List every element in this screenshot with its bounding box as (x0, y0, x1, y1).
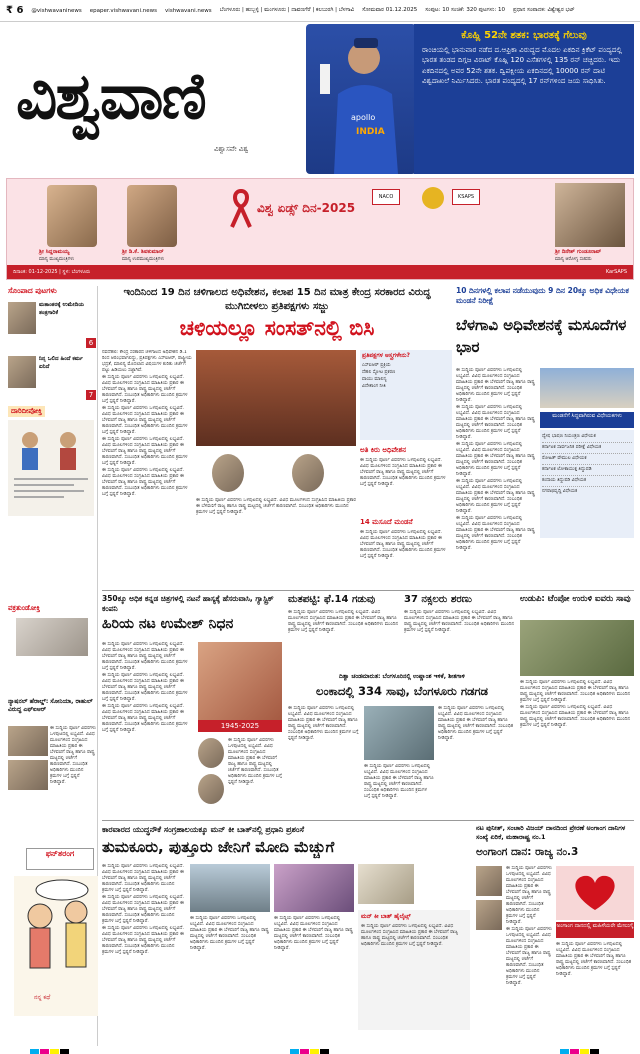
umesh-years: 1945-2025 (198, 720, 282, 732)
illustration (8, 420, 94, 516)
lead-headline: ಚಳಿಯಲ್ಲೂ ಸಂಸತ್‌ನಲ್ಲಿ ಬಿಸಿ (179, 316, 375, 340)
govt-seal-icon (422, 187, 444, 209)
short-session-body: ಈ ಸುದ್ದಿಯ ಪೂರ್ಣ ವಿವರಗಳು ಒಳಪುಟದಲ್ಲಿ ಲಭ್ಯವಿದೆ. ವಿವಿಧ ಮೂಲಗಳಿಂದ ಸಂಗ್ರಹಿಸಿದ ಮಾಹಿತಿಯ ಪ್ರಕಾರ ಈ ಬೆಳವಣಿಗೆ ರಾಜ್ಯ ಹಾಗೂ ರಾಷ್ಟ್ರ ಮಟ್ಟದಲ್ಲಿ ಚರ್ಚೆಗೆ ಕಾರಣವಾಗಿದೆ. ಸಂಬಂಧಿತ ಅಧಿಕಾರಿಗಳು ಮುಂದಿನ ಕ್ರಮಗಳ ಬಗ್ಗೆ ಸ್ಪಷ್ಟನೆ ನೀಡಿದ್ದಾರೆ. (360, 458, 446, 487)
cyclone-body-2: ಈ ಸುದ್ದಿಯ ಪೂರ್ಣ ವಿವರಗಳು ಒಳಪುಟದಲ್ಲಿ ಲಭ್ಯವಿದೆ. ವಿವಿಧ ಮೂಲಗಳಿಂದ ಸಂಗ್ರಹಿಸಿದ ಮಾಹಿತಿಯ ಪ್ರಕಾರ ಈ ಬೆಳವಣಿಗೆ ರಾಜ್ಯ ಹಾಗೂ ರಾಷ್ಟ್ರ ಮಟ್ಟದಲ್ಲಿ ಚರ್ಚೆಗೆ ಕಾರಣವಾಗಿದೆ. ಸಂಬಂಧಿತ ಅಧಿಕಾರಿಗಳು ಮುಂದಿನ ಕ್ರಮಗಳ ಬಗ್ಗೆ ಸ್ಪಷ್ಟನೆ ನೀಡಿದ್ದಾರೆ. (364, 764, 434, 799)
epaper-link[interactable]: epaper.vishwavani.news (89, 7, 158, 14)
player-silhouette-icon (306, 24, 416, 174)
cartoon-figures-icon (14, 876, 98, 1016)
minister-photo (555, 183, 625, 247)
opposition-item: ವಿದೇಶಾಂಗ ನೀತಿ (362, 384, 386, 389)
newspaper-logo[interactable] (6, 24, 312, 174)
organ-body-2: ಈ ಸುದ್ದಿಯ ಪೂರ್ಣ ವಿವರಗಳು ಒಳಪುಟದಲ್ಲಿ ಲಭ್ಯವಿದೆ. ವಿವಿಧ ಮೂಲಗಳಿಂದ ಸಂಗ್ರಹಿಸಿದ ಮಾಹಿತಿಯ ಪ್ರಕಾರ ಈ ಬೆಳವಣಿಗೆ ರಾಜ್ಯ ಹಾಗೂ ರಾಷ್ಟ್ರ ಮಟ್ಟದಲ್ಲಿ ಚರ್ಚೆಗೆ ಕಾರಣವಾಗಿದೆ. ಸಂಬಂಧಿತ ಅಧಿಕಾರಿಗಳು ಮುಂದಿನ ಕ್ರಮಗಳ ಬಗ್ಗೆ ಸ್ಪಷ್ಟನೆ ನೀಡಿದ್ದಾರೆ. (556, 942, 632, 977)
bills-box-title: ಮಂಡನೆಗೆ ಸಿದ್ಧವಾಗಿರುವ ವಿಧೇಯಕಗಳು (540, 412, 634, 428)
page-number-2: 7 (86, 390, 96, 400)
lead-story[interactable] (102, 286, 452, 586)
columnist-photo-1 (8, 302, 36, 334)
kohli-story[interactable] (414, 24, 634, 174)
vakratundokti-title: ವಕ್ರತುಂಡೋಕ್ತಿ (8, 604, 41, 612)
minister-role: ಮಾನ್ಯ ಆರೋಗ್ಯ ಸಚಿವರು (555, 257, 592, 262)
bill-item: ದ್ವೇಷ ಭಾಷಣ ನಿಯಂತ್ರಣ ವಿಧೇಯಕ (542, 432, 632, 443)
kharge-photo (292, 454, 324, 492)
registration-marks (290, 1040, 330, 1054)
svg-text:apollo: apollo (351, 113, 376, 122)
cyclone-headline: ಲಂಕಾದಲ್ಲಿ 334 ಸಾವು, ಬೆಂಗಳೂರು ಗಡಗಡ (316, 684, 488, 698)
belagavi-kicker: 10 ದಿನಗಳಲ್ಲಿ ಕಲಾಪ ನಡೆಯುವುದು 9 ದಿನ 20ಕ್ಕೂ ಅಧಿಕ ವಿಧೇಯಕ ಮಂಡನೆ ನಿರೀಕ್ಷೆ (456, 286, 629, 305)
top-bar (0, 0, 640, 22)
editor: ಪ್ರಧಾನ ಸಂಪಾದಕ: ವಿಶ್ವೇಶ್ವರ ಭಟ್ (512, 7, 575, 13)
cartoon-caption: ನನ್ನ ಕಥೆ (34, 994, 51, 1001)
svg-text:INDIA: INDIA (356, 127, 385, 137)
modi-body-2: ಈ ಸುದ್ದಿಯ ಪೂರ್ಣ ವಿವರಗಳು ಒಳಪುಟದಲ್ಲಿ ಲಭ್ಯವಿದೆ. ವಿವಿಧ ಮೂಲಗಳಿಂದ ಸಂಗ್ರಹಿಸಿದ ಮಾಹಿತಿಯ ಪ್ರಕಾರ ಈ ಬೆಳವಣಿಗೆ ರಾಜ್ಯ ಹಾಗೂ ರಾಷ್ಟ್ರ ಮಟ್ಟದಲ್ಲಿ ಚರ್ಚೆಗೆ ಕಾರಣವಾಗಿದೆ. ಸಂಬಂಧಿತ ಅಧಿಕಾರಿಗಳು ಮುಂದಿನ ಕ್ರಮಗಳ ಬಗ್ಗೆ ಸ್ಪಷ್ಟನೆ ನೀಡಿದ್ದಾರೆ. (190, 916, 269, 951)
herald-headline[interactable]: ನ್ಯಾಷನಲ್ ಹೆರಾಲ್ಡ್: ಸೋನಿಯಾ, ರಾಹುಲ್ ವಿರುದ್ಧ ಎಫ್ಐಆರ್ (8, 698, 93, 713)
page-number-1: 6 (86, 338, 96, 348)
opposition-list (362, 363, 450, 391)
mann-ki-baat-box (358, 910, 470, 1030)
logo-text: ವಿಶ್ವವಾಣಿ (16, 60, 205, 134)
cm-role: ಮಾನ್ಯ ಮುಖ್ಯಮಂತ್ರಿಗಳು (39, 257, 75, 262)
udupi-body: ಈ ಸುದ್ದಿಯ ಪೂರ್ಣ ವಿವರಗಳು ಒಳಪುಟದಲ್ಲಿ ಲಭ್ಯವಿದೆ. ವಿವಿಧ ಮೂಲಗಳಿಂದ ಸಂಗ್ರಹಿಸಿದ ಮಾಹಿತಿಯ ಪ್ರಕಾರ ಈ ಬೆಳವಣಿಗೆ ರಾಜ್ಯ ಹಾಗೂ ರಾಷ್ಟ್ರ ಮಟ್ಟದಲ್ಲಿ ಚರ್ಚೆಗೆ ಕಾರಣವಾಗಿದೆ. ಸಂಬಂಧಿತ ಅಧಿಕಾರಿಗಳು ಮುಂದಿನ ಕ್ರಮಗಳ ಬಗ್ಗೆ ಸ್ಪಷ್ಟನೆ ನೀಡಿದ್ದಾರೆ. ಈ ಸುದ್ದಿಯ ಪೂರ್ಣ ವಿವರಗಳು ಒಳಪುಟದಲ್ಲಿ ಲಭ್ಯವಿದೆ. ವಿವಿಧ ಮೂಲಗಳಿಂದ ಸಂಗ್ರಹಿಸಿದ ಮಾಹಿತಿಯ ಪ್ರಕಾರ ಈ ಬೆಳವಣಿಗೆ ರಾಜ್ಯ ಹಾಗೂ ರಾಷ್ಟ್ರ ಮಟ್ಟದಲ್ಲಿ ಚರ್ಚೆಗೆ ಕಾರಣವಾಗಿದೆ. ಸಂಬಂಧಿತ ಅಧಿಕಾರಿಗಳು ಮುಂದಿನ ಕ್ರಮಗಳ ಬಗ್ಗೆ ಸ್ಪಷ್ಟನೆ ನೀಡಿದ್ದಾರೆ. (520, 680, 631, 728)
organ-body: ಈ ಸುದ್ದಿಯ ಪೂರ್ಣ ವಿವರಗಳು ಒಳಪುಟದಲ್ಲಿ ಲಭ್ಯವಿದೆ. ವಿವಿಧ ಮೂಲಗಳಿಂದ ಸಂಗ್ರಹಿಸಿದ ಮಾಹಿತಿಯ ಪ್ರಕಾರ ಈ ಬೆಳವಣಿಗೆ ರಾಜ್ಯ ಹಾಗೂ ರಾಷ್ಟ್ರ ಮಟ್ಟದಲ್ಲಿ ಚರ್ಚೆಗೆ ಕಾರಣವಾಗಿದೆ. ಸಂಬಂಧಿತ ಅಧಿಕಾರಿಗಳು ಮುಂದಿನ ಕ್ರಮಗಳ ಬಗ್ಗೆ ಸ್ಪಷ್ಟನೆ ನೀಡಿದ್ದಾರೆ. ಈ ಸುದ್ದಿಯ ಪೂರ್ಣ ವಿವರಗಳು ಒಳಪುಟದಲ್ಲಿ ಲಭ್ಯವಿದೆ. ವಿವಿಧ ಮೂಲಗಳಿಂದ ಸಂಗ್ರಹಿಸಿದ ಮಾಹಿತಿಯ ಪ್ರಕಾರ ಈ ಬೆಳವಣಿಗೆ ರಾಜ್ಯ ಹಾಗೂ ರಾಷ್ಟ್ರ ಮಟ್ಟದಲ್ಲಿ ಚರ್ಚೆಗೆ ಕಾರಣವಾಗಿದೆ. ಸಂಬಂಧಿತ ಅಧಿಕಾರಿಗಳು ಮುಂದಿನ ಕ್ರಮಗಳ ಬಗ್ಗೆ ಸ್ಪಷ್ಟನೆ ನೀಡಿದ್ದಾರೆ. (506, 866, 552, 986)
honey-photo (358, 864, 414, 904)
cartoon (14, 876, 98, 1016)
bill-item: ಕಂದಾಯ ತಿದ್ದುಪಡಿ ವಿಧೇಯಕ (542, 476, 632, 487)
people-illustration-icon (8, 420, 94, 516)
bills-title: 14 ಮಸೂದೆ ಮಂಡನೆ (360, 518, 413, 526)
dcm-photo (127, 185, 177, 247)
modi-body-1: ಈ ಸುದ್ದಿಯ ಪೂರ್ಣ ವಿವರಗಳು ಒಳಪುಟದಲ್ಲಿ ಲಭ್ಯವಿದೆ. ವಿವಿಧ ಮೂಲಗಳಿಂದ ಸಂಗ್ರಹಿಸಿದ ಮಾಹಿತಿಯ ಪ್ರಕಾರ ಈ ಬೆಳವಣಿಗೆ ರಾಜ್ಯ ಹಾಗೂ ರಾಷ್ಟ್ರ ಮಟ್ಟದಲ್ಲಿ ಚರ್ಚೆಗೆ ಕಾರಣವಾಗಿದೆ. ಸಂಬಂಧಿತ ಅಧಿಕಾರಿಗಳು ಮುಂದಿನ ಕ್ರಮಗಳ ಬಗ್ಗೆ ಸ್ಪಷ್ಟನೆ ನೀಡಿದ್ದಾರೆ. ಈ ಸುದ್ದಿಯ ಪೂರ್ಣ ವಿವರಗಳು ಒಳಪುಟದಲ್ಲಿ ಲಭ್ಯವಿದೆ. ವಿವಿಧ ಮೂಲಗಳಿಂದ ಸಂಗ್ರಹಿಸಿದ ಮಾಹಿತಿಯ ಪ್ರಕಾರ ಈ ಬೆಳವಣಿಗೆ ರಾಜ್ಯ ಹಾಗೂ ರಾಷ್ಟ್ರ ಮಟ್ಟದಲ್ಲಿ ಚರ್ಚೆಗೆ ಕಾರಣವಾಗಿದೆ. ಸಂಬಂಧಿತ ಅಧಿಕಾರಿಗಳು ಮುಂದಿನ ಕ್ರಮಗಳ ಬಗ್ಗೆ ಸ್ಪಷ್ಟನೆ ನೀಡಿದ್ದಾರೆ. ಈ ಸುದ್ದಿಯ ಪೂರ್ಣ ವಿವರಗಳು ಒಳಪುಟದಲ್ಲಿ ಲಭ್ಯವಿದೆ. ವಿವಿಧ ಮೂಲಗಳಿಂದ ಸಂಗ್ರಹಿಸಿದ ಮಾಹಿತಿಯ ಪ್ರಕಾರ ಈ ಬೆಳವಣಿಗೆ ರಾಜ್ಯ ಹಾಗೂ ರಾಷ್ಟ್ರ ಮಟ್ಟದಲ್ಲಿ ಚರ್ಚೆಗೆ ಕಾರಣವಾಗಿದೆ. ಸಂಬಂಧಿತ ಅಧಿಕಾರಿಗಳು ಮುಂದಿನ ಕ್ರಮಗಳ ಬಗ್ಗೆ ಸ್ಪಷ್ಟನೆ ನೀಡಿದ್ದಾರೆ. (102, 864, 184, 955)
organ-story[interactable] (476, 824, 634, 1032)
funtaranga-box (26, 848, 94, 870)
editions: ಬೆಂಗಳೂರು | ಹುಬ್ಬಳ್ಳಿ | ಮಂಗಳೂರು | ದಾವಣಗೆರೆ | ಕಲಬುರಗಿ | ಬೆಳಗಾವಿ (219, 7, 355, 13)
bill-item: ಕರ್ನಾಟಕ ಸಾರ್ವಜನಿಕ ಪರೀಕ್ಷೆ ವಿಧೇಯಕ (542, 443, 632, 454)
inside-item-2[interactable]: ನಿನ್ನ ಒಲಿದ ಹಿಂದೆ ಕರ್ಮ ಏನಿದೆ (39, 356, 83, 370)
organ-kicker: ನಟ ಪುನೀತ್, ಸಂಚಾರಿ ವಿಜಯ್ ದಾನದಿಂದ ಪ್ರೇರಣೆ ಅಂಗಾಂಗ ದಾನಿಗಳ ಸಂಖ್ಯೆ ಏರಿಕೆ, ಮಹಾರಾಷ್ಟ್ರ ನಂ.1 (476, 824, 626, 841)
tribute-photo-2 (198, 774, 224, 804)
udupi-headline: ಉಡುಪಿ: ಟೆಂಪೋ ಉರುಳಿ ಐವರು ಸಾವು (520, 594, 631, 604)
naxal-headline: 37 ನಕ್ಸಲರು ಶರಣು (404, 594, 472, 605)
logo-tagline: ವಿಶ್ವಾಸವೇ ವಿಶ್ವ (214, 145, 249, 153)
tribute-photo-1 (198, 738, 224, 768)
price: ₹ 6 (6, 5, 24, 16)
cyclone-body-1: ಈ ಸುದ್ದಿಯ ಪೂರ್ಣ ವಿವರಗಳು ಒಳಪುಟದಲ್ಲಿ ಲಭ್ಯವಿದೆ. ವಿವಿಧ ಮೂಲಗಳಿಂದ ಸಂಗ್ರಹಿಸಿದ ಮಾಹಿತಿಯ ಪ್ರಕಾರ ಈ ಬೆಳವಣಿಗೆ ರಾಜ್ಯ ಹಾಗೂ ರಾಷ್ಟ್ರ ಮಟ್ಟದಲ್ಲಿ ಚರ್ಚೆಗೆ ಕಾರಣವಾಗಿದೆ. ಸಂಬಂಧಿತ ಅಧಿಕಾರಿಗಳು ಮುಂದಿನ ಕ್ರಮಗಳ ಬಗ್ಗೆ ಸ್ಪಷ್ಟನೆ ನೀಡಿದ್ದಾರೆ. (288, 706, 359, 741)
rahul-photo (8, 760, 48, 790)
rijiju-photo (212, 454, 244, 492)
registration-marks (560, 1040, 600, 1054)
bill-item: ನಗರಾಭಿವೃದ್ಧಿ ವಿಧೇಯಕ (542, 489, 578, 494)
cm-photo (47, 185, 97, 247)
cyclone-story[interactable] (288, 672, 516, 816)
opposition-box (360, 350, 452, 440)
registration-marks (30, 1040, 70, 1054)
heart-illustration (556, 866, 634, 920)
cyclone-kicker: ದಿತ್ವಾ ಚಂಡಮಾರುತ: ಬೆಂಗಳೂರಿನಲ್ಲಿ ಉಷ್ಣಾಂಶ ಇಳಿಕೆ, ಶೀತಗಾಳಿ (339, 673, 465, 680)
belagavi-story[interactable] (456, 286, 634, 586)
accident-photo (520, 620, 634, 676)
herald-body: ಈ ಸುದ್ದಿಯ ಪೂರ್ಣ ವಿವರಗಳು ಒಳಪುಟದಲ್ಲಿ ಲಭ್ಯವಿದೆ. ವಿವಿಧ ಮೂಲಗಳಿಂದ ಸಂಗ್ರಹಿಸಿದ ಮಾಹಿತಿಯ ಪ್ರಕಾರ ಈ ಬೆಳವಣಿಗೆ ರಾಜ್ಯ ಹಾಗೂ ರಾಷ್ಟ್ರ ಮಟ್ಟದಲ್ಲಿ ಚರ್ಚೆಗೆ ಕಾರಣವಾಗಿದೆ. ಸಂಬಂಧಿತ ಅಧಿಕಾರಿಗಳು ಮುಂದಿನ ಕ್ರಮಗಳ ಬಗ್ಗೆ ಸ್ಪಷ್ಟನೆ ನೀಡಿದ್ದಾರೆ. (50, 726, 96, 785)
cartoon-title: ಫನ್‌ತರಂಗ (45, 849, 75, 858)
bill-item: ರೋಹಿತ್ ವೇಮುಲ ವಿಧೇಯಕ (542, 454, 632, 465)
heart-hands-icon (556, 866, 634, 920)
ad-bottom-band (7, 265, 633, 279)
site-link[interactable]: vishwavani.news (165, 7, 212, 14)
opposition-item: ದೆಹಲಿ ಸ್ಫೋಟ ಪ್ರಕರಣ (362, 370, 396, 375)
naxal-body: ಈ ಸುದ್ದಿಯ ಪೂರ್ಣ ವಿವರಗಳು ಒಳಪುಟದಲ್ಲಿ ಲಭ್ಯವಿದೆ. ವಿವಿಧ ಮೂಲಗಳಿಂದ ಸಂಗ್ರಹಿಸಿದ ಮಾಹಿತಿಯ ಪ್ರಕಾರ ಈ ಬೆಳವಣಿಗೆ ರಾಜ್ಯ ಹಾಗೂ ರಾಷ್ಟ್ರ ಮಟ್ಟದಲ್ಲಿ ಚರ್ಚೆಗೆ ಕಾರಣವಾಗಿದೆ. ಸಂಬಂಧಿತ ಅಧಿಕಾರಿಗಳು ಮುಂದಿನ ಕ್ರಮಗಳ ಬಗ್ಗೆ ಸ್ಪಷ್ಟನೆ ನೀಡಿದ್ದಾರೆ. (404, 610, 515, 633)
dcm-name: ಶ್ರೀ ಡಿ.ಕೆ. ಶಿವಕುಮಾರ್ (122, 249, 164, 255)
ad-banner[interactable] (6, 178, 634, 280)
umesh-kicker: 350ಕ್ಕೂ ಅಧಿಕ ಕನ್ನಡ ಚಿತ್ರಗಳಲ್ಲಿ ನಟನೆ ಹಾಸ್ಯಕ್ಕೆ ಹೆಸರುವಾಸಿ, ಗ್ಯಾಸ್ಟ್ರಿಕ್ ಕಂಪನಿ (102, 594, 274, 613)
left-column (6, 286, 98, 1046)
divider (102, 590, 634, 591)
masthead (6, 24, 634, 174)
opposition-item: ಎಸ್‌ಐಆರ್ ಪ್ರಕ್ರಿಯೆ (362, 363, 391, 368)
modi-headline: ತುಮಕೂರು, ಪುತ್ತೂರು ಜೇನಿಗೆ ಮೋದಿ ಮೆಚ್ಚುಗೆ (102, 838, 335, 856)
social-handle[interactable]: @vishwavaninews (31, 7, 82, 14)
modi-body-3: ಈ ಸುದ್ದಿಯ ಪೂರ್ಣ ವಿವರಗಳು ಒಳಪುಟದಲ್ಲಿ ಲಭ್ಯವಿದೆ. ವಿವಿಧ ಮೂಲಗಳಿಂದ ಸಂಗ್ರಹಿಸಿದ ಮಾಹಿತಿಯ ಪ್ರಕಾರ ಈ ಬೆಳವಣಿಗೆ ರಾಜ್ಯ ಹಾಗೂ ರಾಷ್ಟ್ರ ಮಟ್ಟದಲ್ಲಿ ಚರ್ಚೆಗೆ ಕಾರಣವಾಗಿದೆ. ಸಂಬಂಧಿತ ಅಧಿಕಾರಿಗಳು ಮುಂದಿನ ಕ್ರಮಗಳ ಬಗ್ಗೆ ಸ್ಪಷ್ಟನೆ ನೀಡಿದ್ದಾರೆ. (274, 916, 353, 951)
cyclone-body-3: ಈ ಸುದ್ದಿಯ ಪೂರ್ಣ ವಿವರಗಳು ಒಳಪುಟದಲ್ಲಿ ಲಭ್ಯವಿದೆ. ವಿವಿಧ ಮೂಲಗಳಿಂದ ಸಂಗ್ರಹಿಸಿದ ಮಾಹಿತಿಯ ಪ್ರಕಾರ ಈ ಬೆಳವಣಿಗೆ ರಾಜ್ಯ ಹಾಗೂ ರಾಷ್ಟ್ರ ಮಟ್ಟದಲ್ಲಿ ಚರ್ಚೆಗೆ ಕಾರಣವಾಗಿದೆ. ಸಂಬಂಧಿತ ಅಧಿಕಾರಿಗಳು ಮುಂದಿನ ಕ್ರಮಗಳ ಬಗ್ಗೆ ಸ್ಪಷ್ಟನೆ ನೀಡಿದ್ದಾರೆ. (438, 706, 514, 741)
modi-story[interactable] (102, 824, 472, 1032)
opposition-item: ವಾಯು ಮಾಲಿನ್ಯ (362, 377, 387, 382)
modi-kicker: ಕಾರವಾರದ ಯುದ್ಧನೌಕೆ ಸಂಗ್ರಹಾಲಯಕ್ಕೂ ಮನ್ ಕೀ ಬಾತ್‌ನಲ್ಲಿ ಪ್ರಧಾನಿ ಪ್ರಶಂಸೆ (102, 825, 305, 834)
opposition-box-title: ಪ್ರತಿಪಕ್ಷಗಳ ಅಸ್ತ್ರಗಳೇನು? (362, 352, 411, 359)
lead-kicker: ಇಂದಿನಿಂದ 19 ದಿನ ಚಳಿಗಾಲದ ಅಧಿವೇಶನ, ಕಲಾಪ 15 ದಿನ ಮಾತ್ರ ಕೇಂದ್ರ ಸರಕಾರದ ವಿರುದ್ಧ ಮುಗಿಬೀಳಲು ಪ್ರತಿಪಕ್ಷಗಳು ಸಜ್ಜು (123, 287, 431, 312)
date: ಸೋಮವಾರ 01.12.2025 (362, 7, 418, 13)
short-session-title: ಅತಿ ಕಿರು ಅಧಿವೇಶನ (360, 446, 407, 454)
organ-caption: ಅಂಗಾಂಗ ದಾನದಲ್ಲಿ ಮಹಿಳೆಯರೇ ಮೇಲುಗೈ (556, 922, 634, 938)
bills-body: ಈ ಸುದ್ದಿಯ ಪೂರ್ಣ ವಿವರಗಳು ಒಳಪುಟದಲ್ಲಿ ಲಭ್ಯವಿದೆ. ವಿವಿಧ ಮೂಲಗಳಿಂದ ಸಂಗ್ರಹಿಸಿದ ಮಾಹಿತಿಯ ಪ್ರಕಾರ ಈ ಬೆಳವಣಿಗೆ ರಾಜ್ಯ ಹಾಗೂ ರಾಷ್ಟ್ರ ಮಟ್ಟದಲ್ಲಿ ಚರ್ಚೆಗೆ ಕಾರಣವಾಗಿದೆ. ಸಂಬಂಧಿತ ಅಧಿಕಾರಿಗಳು ಮುಂದಿನ ಕ್ರಮಗಳ ಬಗ್ಗೆ ಸ್ಪಷ್ಟನೆ ನೀಡಿದ್ದಾರೆ. (360, 530, 446, 559)
ad-handle[interactable]: KarSAPS (605, 269, 627, 275)
ad-date-line: ದಿನಾಂಕ: 01-12-2025 | ಸ್ಥಳ: ಬೆಂಗಳೂರು (13, 269, 91, 275)
belagavi-body: ಈ ಸುದ್ದಿಯ ಪೂರ್ಣ ವಿವರಗಳು ಒಳಪುಟದಲ್ಲಿ ಲಭ್ಯವಿದೆ. ವಿವಿಧ ಮೂಲಗಳಿಂದ ಸಂಗ್ರಹಿಸಿದ ಮಾಹಿತಿಯ ಪ್ರಕಾರ ಈ ಬೆಳವಣಿಗೆ ರಾಜ್ಯ ಹಾಗೂ ರಾಷ್ಟ್ರ ಮಟ್ಟದಲ್ಲಿ ಚರ್ಚೆಗೆ ಕಾರಣವಾಗಿದೆ. ಸಂಬಂಧಿತ ಅಧಿಕಾರಿಗಳು ಮುಂದಿನ ಕ್ರಮಗಳ ಬಗ್ಗೆ ಸ್ಪಷ್ಟನೆ ನೀಡಿದ್ದಾರೆ. ಈ ಸುದ್ದಿಯ ಪೂರ್ಣ ವಿವರಗಳು ಒಳಪುಟದಲ್ಲಿ ಲಭ್ಯವಿದೆ. ವಿವಿಧ ಮೂಲಗಳಿಂದ ಸಂಗ್ರಹಿಸಿದ ಮಾಹಿತಿಯ ಪ್ರಕಾರ ಈ ಬೆಳವಣಿಗೆ ರಾಜ್ಯ ಹಾಗೂ ರಾಷ್ಟ್ರ ಮಟ್ಟದಲ್ಲಿ ಚರ್ಚೆಗೆ ಕಾರಣವಾಗಿದೆ. ಸಂಬಂಧಿತ ಅಧಿಕಾರಿಗಳು ಮುಂದಿನ ಕ್ರಮಗಳ ಬಗ್ಗೆ ಸ್ಪಷ್ಟನೆ ನೀಡಿದ್ದಾರೆ. ಈ ಸುದ್ದಿಯ ಪೂರ್ಣ ವಿವರಗಳು ಒಳಪುಟದಲ್ಲಿ ಲಭ್ಯವಿದೆ. ವಿವಿಧ ಮೂಲಗಳಿಂದ ಸಂಗ್ರಹಿಸಿದ ಮಾಹಿತಿಯ ಪ್ರಕಾರ ಈ ಬೆಳವಣಿಗೆ ರಾಜ್ಯ ಹಾಗೂ ರಾಷ್ಟ್ರ ಮಟ್ಟದಲ್ಲಿ ಚರ್ಚೆಗೆ ಕಾರಣವಾಗಿದೆ. ಸಂಬಂಧಿತ ಅಧಿಕಾರಿಗಳು ಮುಂದಿನ ಕ್ರಮಗಳ ಬಗ್ಗೆ ಸ್ಪಷ್ಟನೆ ನೀಡಿದ್ದಾರೆ. ಈ ಸುದ್ದಿಯ ಪೂರ್ಣ ವಿವರಗಳು ಒಳಪುಟದಲ್ಲಿ ಲಭ್ಯವಿದೆ. ವಿವಿಧ ಮೂಲಗಳಿಂದ ಸಂಗ್ರಹಿಸಿದ ಮಾಹಿತಿಯ ಪ್ರಕಾರ ಈ ಬೆಳವಣಿಗೆ ರಾಜ್ಯ ಹಾಗೂ ರಾಷ್ಟ್ರ ಮಟ್ಟದಲ್ಲಿ ಚರ್ಚೆಗೆ ಕಾರಣವಾಗಿದೆ. ಸಂಬಂಧಿತ ಅಧಿಕಾರಿಗಳು ಮುಂದಿನ ಕ್ರಮಗಳ ಬಗ್ಗೆ ಸ್ಪಷ್ಟನೆ ನೀಡಿದ್ದಾರೆ. ಈ ಸುದ್ದಿಯ ಪೂರ್ಣ ವಿವರಗಳು ಒಳಪುಟದಲ್ಲಿ ಲಭ್ಯವಿದೆ. ವಿವಿಧ ಮೂಲಗಳಿಂದ ಸಂಗ್ರಹಿಸಿದ ಮಾಹಿತಿಯ ಪ್ರಕಾರ ಈ ಬೆಳವಣಿಗೆ ರಾಜ್ಯ ಹಾಗೂ ರಾಷ್ಟ್ರ ಮಟ್ಟದಲ್ಲಿ ಚರ್ಚೆಗೆ ಕಾರಣವಾಗಿದೆ. ಸಂಬಂಧಿತ ಅಧಿಕಾರಿಗಳು ಮುಂದಿನ ಕ್ರಮಗಳ ಬಗ್ಗೆ ಸ್ಪಷ್ಟನೆ ನೀಡಿದ್ದಾರೆ. (456, 368, 535, 551)
daridipokti-title: ದಾರಿದೀಪೋಕ್ತಿ (8, 406, 45, 417)
divider (102, 820, 634, 821)
sonia-photo (8, 726, 48, 756)
lead-body: ನವದೆಹಲಿ: ಕೇಂದ್ರ ಸರಕಾರದ ಚಳಿಗಾಲದ ಅಧಿವೇಶನ ಡಿ.1 ರಿಂದ ಆರಂಭವಾಗಲಿದ್ದು, ಪ್ರತಿಪಕ್ಷಗಳು ಎಸ್‌ಐಆರ್, ರಾಷ್ಟ್ರೀಯ ಭದ್ರತೆ, ಮಾಲಿನ್ಯ ಮೊದಲಾದ ವಿಷಯಗಳ ಕುರಿತು ಚರ್ಚೆಗೆ ಪಟ್ಟು ಹಿಡಿಯಲು ಸಜ್ಜಾಗಿವೆ. ಈ ಸುದ್ದಿಯ ಪೂರ್ಣ ವಿವರಗಳು ಒಳಪುಟದಲ್ಲಿ ಲಭ್ಯವಿದೆ. ವಿವಿಧ ಮೂಲಗಳಿಂದ ಸಂಗ್ರಹಿಸಿದ ಮಾಹಿತಿಯ ಪ್ರಕಾರ ಈ ಬೆಳವಣಿಗೆ ರಾಜ್ಯ ಹಾಗೂ ರಾಷ್ಟ್ರ ಮಟ್ಟದಲ್ಲಿ ಚರ್ಚೆಗೆ ಕಾರಣವಾಗಿದೆ. ಸಂಬಂಧಿತ ಅಧಿಕಾರಿಗಳು ಮುಂದಿನ ಕ್ರಮಗಳ ಬಗ್ಗೆ ಸ್ಪಷ್ಟನೆ ನೀಡಿದ್ದಾರೆ. ಈ ಸುದ್ದಿಯ ಪೂರ್ಣ ವಿವರಗಳು ಒಳಪುಟದಲ್ಲಿ ಲಭ್ಯವಿದೆ. ವಿವಿಧ ಮೂಲಗಳಿಂದ ಸಂಗ್ರಹಿಸಿದ ಮಾಹಿತಿಯ ಪ್ರಕಾರ ಈ ಬೆಳವಣಿಗೆ ರಾಜ್ಯ ಹಾಗೂ ರಾಷ್ಟ್ರ ಮಟ್ಟದಲ್ಲಿ ಚರ್ಚೆಗೆ ಕಾರಣವಾಗಿದೆ. ಸಂಬಂಧಿತ ಅಧಿಕಾರಿಗಳು ಮುಂದಿನ ಕ್ರಮಗಳ ಬಗ್ಗೆ ಸ್ಪಷ್ಟನೆ ನೀಡಿದ್ದಾರೆ. ಈ ಸುದ್ದಿಯ ಪೂರ್ಣ ವಿವರಗಳು ಒಳಪುಟದಲ್ಲಿ ಲಭ್ಯವಿದೆ. ವಿವಿಧ ಮೂಲಗಳಿಂದ ಸಂಗ್ರಹಿಸಿದ ಮಾಹಿತಿಯ ಪ್ರಕಾರ ಈ ಬೆಳವಣಿಗೆ ರಾಜ್ಯ ಹಾಗೂ ರಾಷ್ಟ್ರ ಮಟ್ಟದಲ್ಲಿ ಚರ್ಚೆಗೆ ಕಾರಣವಾಗಿದೆ. ಸಂಬಂಧಿತ ಅಧಿಕಾರಿಗಳು ಮುಂದಿನ ಕ್ರಮಗಳ ಬಗ್ಗೆ ಸ್ಪಷ್ಟನೆ ನೀಡಿದ್ದಾರೆ. ಈ ಸುದ್ದಿಯ ಪೂರ್ಣ ವಿವರಗಳು ಒಳಪುಟದಲ್ಲಿ ಲಭ್ಯವಿದೆ. ವಿವಿಧ ಮೂಲಗಳಿಂದ ಸಂಗ್ರಹಿಸಿದ ಮಾಹಿತಿಯ ಪ್ರಕಾರ ಈ ಬೆಳವಣಿಗೆ ರಾಜ್ಯ ಹಾಗೂ ರಾಷ್ಟ್ರ ಮಟ್ಟದಲ್ಲಿ ಚರ್ಚೆಗೆ ಕಾರಣವಾಗಿದೆ. ಸಂಬಂಧಿತ ಅಧಿಕಾರಿಗಳು ಮುಂದಿನ ಕ್ರಮಗಳ ಬಗ್ಗೆ ಸ್ಪಷ್ಟನೆ ನೀಡಿದ್ದಾರೆ. (102, 350, 192, 497)
vote-body: ಈ ಸುದ್ದಿಯ ಪೂರ್ಣ ವಿವರಗಳು ಒಳಪುಟದಲ್ಲಿ ಲಭ್ಯವಿದೆ. ವಿವಿಧ ಮೂಲಗಳಿಂದ ಸಂಗ್ರಹಿಸಿದ ಮಾಹಿತಿಯ ಪ್ರಕಾರ ಈ ಬೆಳವಣಿಗೆ ರಾಜ್ಯ ಹಾಗೂ ರಾಷ್ಟ್ರ ಮಟ್ಟದಲ್ಲಿ ಚರ್ಚೆಗೆ ಕಾರಣವಾಗಿದೆ. ಸಂಬಂಧಿತ ಅಧಿಕಾರಿಗಳು ಮುಂದಿನ ಕ್ರಮಗಳ ಬಗ್ಗೆ ಸ್ಪಷ್ಟನೆ ನೀಡಿದ್ದಾರೆ. (288, 610, 399, 633)
ad-title: ವಿಶ್ವ ಏಡ್ಸ್ ದಿನ-2025 (257, 201, 356, 215)
umesh-photo (198, 642, 282, 720)
minister-name: ಶ್ರೀ ದಿನೇಶ್ ಗುಂಡೂರಾವ್ (555, 249, 602, 255)
kohli-headline: ಕೊಹ್ಲಿ 52ನೇ ಶತಕ: ಭಾರತಕ್ಕೆ ಗೆಲುವು (461, 30, 587, 41)
vakratunda-photo (16, 618, 88, 656)
red-ribbon-icon (229, 189, 253, 229)
bill-item: ಕರ್ನಾಟಕ ಲೋಕಾಯುಕ್ತ ತಿದ್ದುಪಡಿ (542, 465, 632, 476)
cricketer-photo (306, 24, 416, 174)
puneeth-photo (476, 866, 502, 896)
warship-photo (190, 864, 270, 912)
ksaps-logo: KSAPS (452, 189, 480, 205)
columnist-photo-2 (8, 356, 36, 388)
quotes: ಈ ಸುದ್ದಿಯ ಪೂರ್ಣ ವಿವರಗಳು ಒಳಪುಟದಲ್ಲಿ ಲಭ್ಯವಿದೆ. ವಿವಿಧ ಮೂಲಗಳಿಂದ ಸಂಗ್ರಹಿಸಿದ ಮಾಹಿತಿಯ ಪ್ರಕಾರ ಈ ಬೆಳವಣಿಗೆ ರಾಜ್ಯ ಹಾಗೂ ರಾಷ್ಟ್ರ ಮಟ್ಟದಲ್ಲಿ ಚರ್ಚೆಗೆ ಕಾರಣವಾಗಿದೆ. ಸಂಬಂಧಿತ ಅಧಿಕಾರಿಗಳು ಮುಂದಿನ ಕ್ರಮಗಳ ಬಗ್ಗೆ ಸ್ಪಷ್ಟನೆ ನೀಡಿದ್ದಾರೆ. (196, 498, 356, 515)
cm-name: ಶ್ರೀ ಸಿದ್ದರಾಮಯ್ಯ (39, 249, 70, 255)
umesh-story[interactable] (102, 594, 282, 816)
naxal-story[interactable] (404, 594, 516, 670)
flood-photo (364, 706, 434, 760)
vote-story[interactable] (288, 594, 400, 670)
umesh-headline: ಹಿರಿಯ ನಟ ಉಮೇಶ್ ನಿಧನ (102, 616, 234, 632)
dcm-role: ಮಾನ್ಯ ಉಪಮುಖ್ಯಮಂತ್ರಿಗಳು (122, 257, 165, 262)
suvarna-soudha-photo (540, 368, 634, 408)
belagavi-headline: ಬೆಳಗಾವಿ ಅಧಿವೇಶನಕ್ಕೆ ಮಸೂದೆಗಳ ಭಾರ (456, 316, 627, 356)
sanchari-vijay-photo (476, 900, 502, 930)
inside-pages-title: ಸೊಂಪಾದ ಪುಟಗಳು (8, 286, 57, 295)
inside-item-1[interactable]: ಮತಾಂತರಕ್ಕೆ ಉಮೇದಿಯ ತಂತ್ರಗಾರಿಕೆ (39, 302, 85, 316)
women-group-photo (274, 864, 354, 912)
udupi-story[interactable] (520, 594, 634, 816)
issue-info: ಸಂಪುಟ: 10 ಸಂಚಿಕೆ: 320 ಪುಟಗಳು: 10 (425, 7, 505, 13)
kohli-body: ರಾಂಚಿಯಲ್ಲಿ ಭಾನುವಾರ ನಡೆದ ದ.ಆಫ್ರಿಕಾ ವಿರುದ್ಧದ ಮೊದಲ ಏಕದಿನ ಕ್ರಿಕೆಟ್ ಪಂದ್ಯದಲ್ಲಿ ಭಾರತ ತಂಡದ ದಿಗ್ಗಜ ವಿರಾಟ್ ಕೊಹ್ಲಿ 120 ಎಸೆತಗಳಲ್ಲಿ 135 ರನ್ ಚಚ್ಚಿದರು. ಇದು ಏಕದಿನದಲ್ಲಿ ಅವರ 52ನೇ ಶತಕ. ದ್ವಿಪಕ್ಷೀಯ ಏಕದಿನದಲ್ಲಿ 10000 ರನ್ ದಾಟಿ ವಿಶ್ವದಾಖಲೆ ನಿರ್ಮಿಸಿದರು. ಭಾರತ ಪಂದ್ಯದಲ್ಲಿ 17 ರನ್‌ಗಳಿಂದ ಜಯ ಸಾಧಿಸಿತು. (422, 45, 622, 86)
umesh-body: ಈ ಸುದ್ದಿಯ ಪೂರ್ಣ ವಿವರಗಳು ಒಳಪುಟದಲ್ಲಿ ಲಭ್ಯವಿದೆ. ವಿವಿಧ ಮೂಲಗಳಿಂದ ಸಂಗ್ರಹಿಸಿದ ಮಾಹಿತಿಯ ಪ್ರಕಾರ ಈ ಬೆಳವಣಿಗೆ ರಾಜ್ಯ ಹಾಗೂ ರಾಷ್ಟ್ರ ಮಟ್ಟದಲ್ಲಿ ಚರ್ಚೆಗೆ ಕಾರಣವಾಗಿದೆ. ಸಂಬಂಧಿತ ಅಧಿಕಾರಿಗಳು ಮುಂದಿನ ಕ್ರಮಗಳ ಬಗ್ಗೆ ಸ್ಪಷ್ಟನೆ ನೀಡಿದ್ದಾರೆ. ಈ ಸುದ್ದಿಯ ಪೂರ್ಣ ವಿವರಗಳು ಒಳಪುಟದಲ್ಲಿ ಲಭ್ಯವಿದೆ. ವಿವಿಧ ಮೂಲಗಳಿಂದ ಸಂಗ್ರಹಿಸಿದ ಮಾಹಿತಿಯ ಪ್ರಕಾರ ಈ ಬೆಳವಣಿಗೆ ರಾಜ್ಯ ಹಾಗೂ ರಾಷ್ಟ್ರ ಮಟ್ಟದಲ್ಲಿ ಚರ್ಚೆಗೆ ಕಾರಣವಾಗಿದೆ. ಸಂಬಂಧಿತ ಅಧಿಕಾರಿಗಳು ಮುಂದಿನ ಕ್ರಮಗಳ ಬಗ್ಗೆ ಸ್ಪಷ್ಟನೆ ನೀಡಿದ್ದಾರೆ. ಈ ಸುದ್ದಿಯ ಪೂರ್ಣ ವಿವರಗಳು ಒಳಪುಟದಲ್ಲಿ ಲಭ್ಯವಿದೆ. ವಿವಿಧ ಮೂಲಗಳಿಂದ ಸಂಗ್ರಹಿಸಿದ ಮಾಹಿತಿಯ ಪ್ರಕಾರ ಈ ಬೆಳವಣಿಗೆ ರಾಜ್ಯ ಹಾಗೂ ರಾಷ್ಟ್ರ ಮಟ್ಟದಲ್ಲಿ ಚರ್ಚೆಗೆ ಕಾರಣವಾಗಿದೆ. ಸಂಬಂಧಿತ ಅಧಿಕಾರಿಗಳು ಮುಂದಿನ ಕ್ರಮಗಳ ಬಗ್ಗೆ ಸ್ಪಷ್ಟನೆ ನೀಡಿದ್ದಾರೆ. (102, 642, 188, 733)
tribute-text: ಈ ಸುದ್ದಿಯ ಪೂರ್ಣ ವಿವರಗಳು ಒಳಪುಟದಲ್ಲಿ ಲಭ್ಯವಿದೆ. ವಿವಿಧ ಮೂಲಗಳಿಂದ ಸಂಗ್ರಹಿಸಿದ ಮಾಹಿತಿಯ ಪ್ರಕಾರ ಈ ಬೆಳವಣಿಗೆ ರಾಜ್ಯ ಹಾಗೂ ರಾಷ್ಟ್ರ ಮಟ್ಟದಲ್ಲಿ ಚರ್ಚೆಗೆ ಕಾರಣವಾಗಿದೆ. ಸಂಬಂಧಿತ ಅಧಿಕಾರಿಗಳು ಮುಂದಿನ ಕ್ರಮಗಳ ಬಗ್ಗೆ ಸ್ಪಷ್ಟನೆ ನೀಡಿದ್ದಾರೆ. (228, 738, 282, 785)
vote-headline: ಮತಪಟ್ಟಿ: ಫೆ.14 ಗಡುವು (288, 594, 376, 605)
bills-list (540, 430, 634, 538)
mann-ki-baat-body: ಈ ಸುದ್ದಿಯ ಪೂರ್ಣ ವಿವರಗಳು ಒಳಪುಟದಲ್ಲಿ ಲಭ್ಯವಿದೆ. ವಿವಿಧ ಮೂಲಗಳಿಂದ ಸಂಗ್ರಹಿಸಿದ ಮಾಹಿತಿಯ ಪ್ರಕಾರ ಈ ಬೆಳವಣಿಗೆ ರಾಜ್ಯ ಹಾಗೂ ರಾಷ್ಟ್ರ ಮಟ್ಟದಲ್ಲಿ ಚರ್ಚೆಗೆ ಕಾರಣವಾಗಿದೆ. ಸಂಬಂಧಿತ ಅಧಿಕಾರಿಗಳು ಮುಂದಿನ ಕ್ರಮಗಳ ಬಗ್ಗೆ ಸ್ಪಷ್ಟನೆ ನೀಡಿದ್ದಾರೆ. (361, 924, 458, 947)
organ-headline: ಅಂಗಾಂಗ ದಾನ: ರಾಜ್ಯ ನಂ.3 (476, 846, 579, 858)
naco-logo: NACO (372, 189, 400, 205)
parliament-photo (196, 350, 356, 446)
mann-ki-baat-title: ಮನ್ ಕೀ ಬಾತ್ ಹೈಲೈಟ್ಸ್ (361, 913, 411, 920)
